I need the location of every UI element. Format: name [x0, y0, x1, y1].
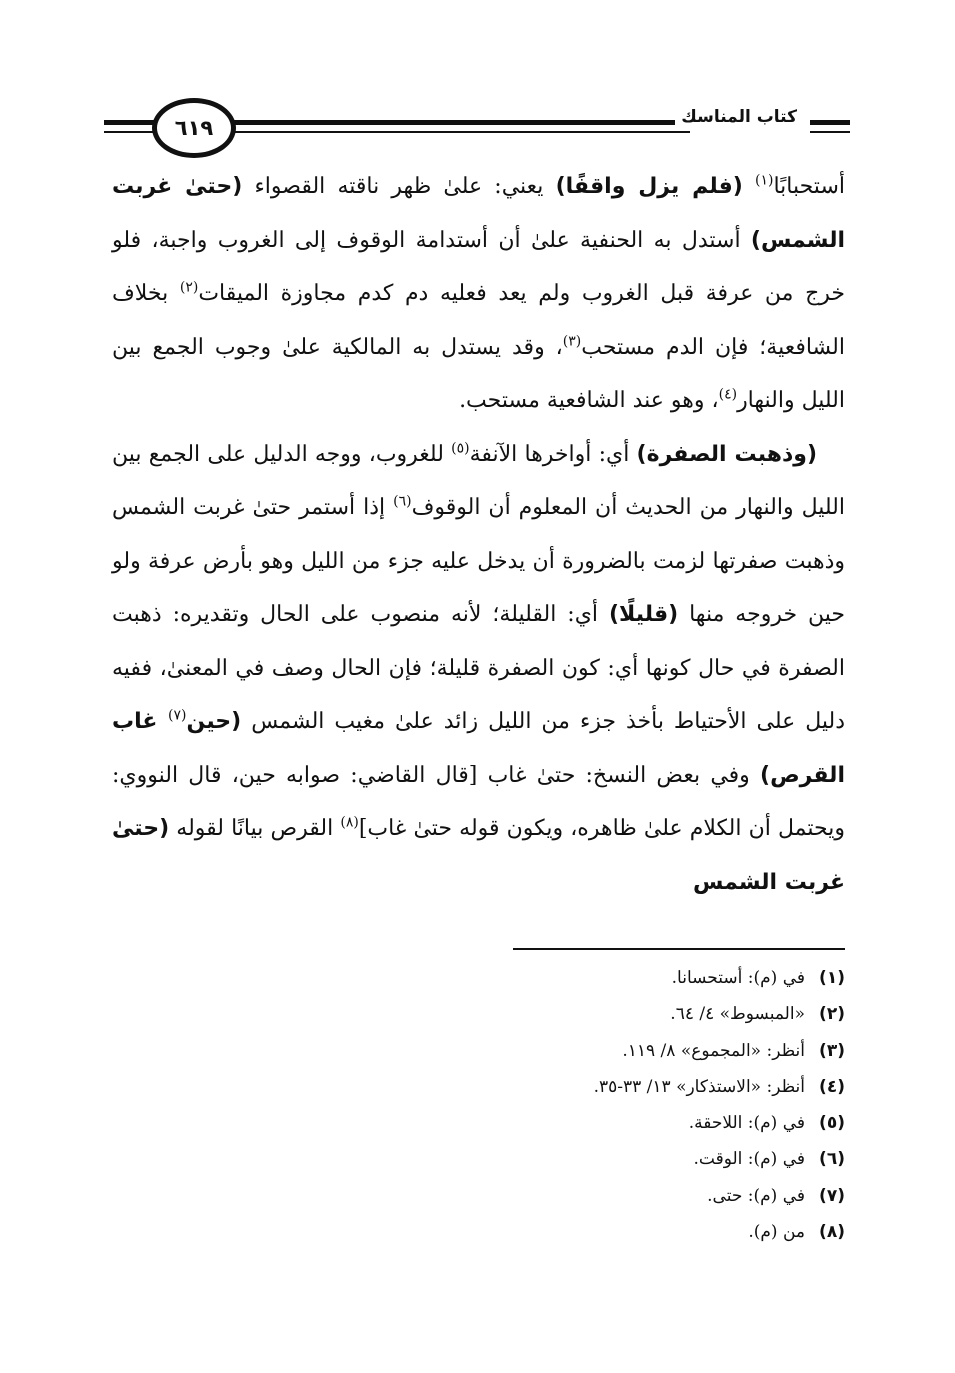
quoted-text: غاب القرص)	[112, 709, 845, 788]
quoted-text: (حين	[186, 709, 242, 734]
text-run: ، وقد يستدل به المالكية علىٰ وجوب الجمع بين الليل والنهار	[112, 334, 845, 413]
footnote-number: (٧)	[819, 1185, 845, 1206]
footnote	[300, 960, 845, 996]
text-run: أستحبابًا	[773, 174, 845, 199]
footnote-number: (٥)	[819, 1113, 845, 1134]
text-run: يعني: علىٰ ظهر ناقته القصواء	[242, 174, 556, 199]
text-run: بخلاف الشافعية؛ فإن الدم مستحب	[112, 281, 845, 360]
footnote-ref[interactable]: (٤)	[718, 386, 738, 403]
footnote-number: (٤)	[819, 1076, 845, 1097]
text-run: أستدل به الحنفية علىٰ أن أستدامة الوقوف إلى الغروب واجبة، فلو خرج من عرفة قبل الغروب ولم يعد فعليه دم كدم مجاوزة الميقات	[112, 227, 846, 306]
header-rule	[220, 120, 690, 125]
quoted-text: (فلم يزل واقفًا)	[555, 174, 743, 199]
footnote-ref[interactable]: (٧)	[168, 707, 187, 724]
quoted-text: (قليلًا)	[608, 602, 679, 627]
footnote-ref[interactable]: (٨)	[340, 814, 359, 831]
footnote-number: (٢)	[819, 1004, 845, 1025]
footnote	[300, 996, 845, 1032]
footnote-text: في (م): اللاحقة.	[688, 1113, 805, 1134]
footnote-ref[interactable]: (٥)	[451, 440, 470, 457]
footnote-text: في (م): الوقت.	[693, 1149, 805, 1170]
page-header	[104, 98, 849, 164]
footnote	[300, 1069, 845, 1105]
text-run: ، وهو عند الشافعية مستحب.	[459, 388, 719, 413]
footnote-number: (٦)	[819, 1149, 845, 1170]
header-rule	[810, 120, 850, 125]
footnote	[300, 1033, 845, 1069]
text-run: أي: أواخرها الآنفة	[469, 441, 637, 467]
footnote-text: من (م).	[748, 1222, 805, 1243]
footnote-number: (١)	[819, 968, 845, 988]
footnote	[300, 1105, 845, 1141]
text-run: للغروب، ووجه الدليل على الجمع بين الليل والنهار من الحديث أن المعلوم أن الوقوف	[112, 441, 845, 520]
footnote-ref[interactable]: (١)	[754, 172, 774, 189]
page-number: ٦١٩	[152, 98, 236, 158]
footnote-ref[interactable]: (٣)	[562, 333, 582, 350]
quoted-text: (حتىٰ غربت الشمس	[112, 816, 845, 895]
footnote-text: أنظر: «الاستذكار» ١٣/ ٣٣-٣٥.	[593, 1076, 805, 1097]
quoted-text: (وذهبت الصفرة)	[636, 441, 818, 467]
text-run: إذا أستمر حتىٰ غربت الشمس وذهبت صفرتها لزمت بالضرورة أن يدخل عليه جزء من الليل وهو بأرض عرفة ولو حين خروجه منها	[112, 495, 845, 627]
footnote-text: أنظر: «المجموع» ٨/ ١١٩.	[622, 1040, 805, 1061]
text-run: القرص بيانًا لقوله	[169, 816, 341, 841]
text-run: أي: القليلة؛ لأنه منصوب على الحال وتقديره: ذهبت الصفرة في حال كونها أي: كون الصفرة قليلة؛ فإن الحال وصف في المعنىٰ، ففيه دليل على الأحتياط بأخذ جزء من الليل زائد علىٰ مغيب الشمس	[112, 602, 846, 734]
footnotes	[300, 960, 845, 1250]
quoted-text: (حتىٰ غربت الشمس)	[112, 174, 845, 253]
footnote-number: (٨)	[819, 1222, 845, 1243]
footnote	[300, 1141, 845, 1177]
footnote-text: في (م): أستحسانا.	[671, 968, 805, 988]
header-rule	[810, 131, 850, 133]
footnote-text: «المبسوط» ٤/ ٦٤.	[670, 1004, 805, 1025]
footnote	[300, 1214, 845, 1250]
main-text	[112, 160, 845, 909]
header-rule	[220, 131, 690, 133]
footnote-ref[interactable]: (٦)	[393, 493, 412, 510]
footnote-separator	[513, 948, 845, 950]
footnote-text: في (م): حتى.	[707, 1185, 805, 1206]
text-run: وفي بعض النسخ: حتىٰ غاب [قال القاضي: صوابه حين، قال النووي: ويحتمل أن الكلام علىٰ ظاهره، ويكون قوله حتىٰ غاب]	[112, 762, 845, 841]
running-title: كتاب المناسك	[675, 107, 803, 127]
paragraph	[112, 428, 845, 910]
footnote-ref[interactable]: (٢)	[179, 279, 199, 296]
footnote	[300, 1178, 845, 1214]
footnote-number: (٣)	[819, 1040, 845, 1061]
paragraph	[112, 160, 845, 428]
